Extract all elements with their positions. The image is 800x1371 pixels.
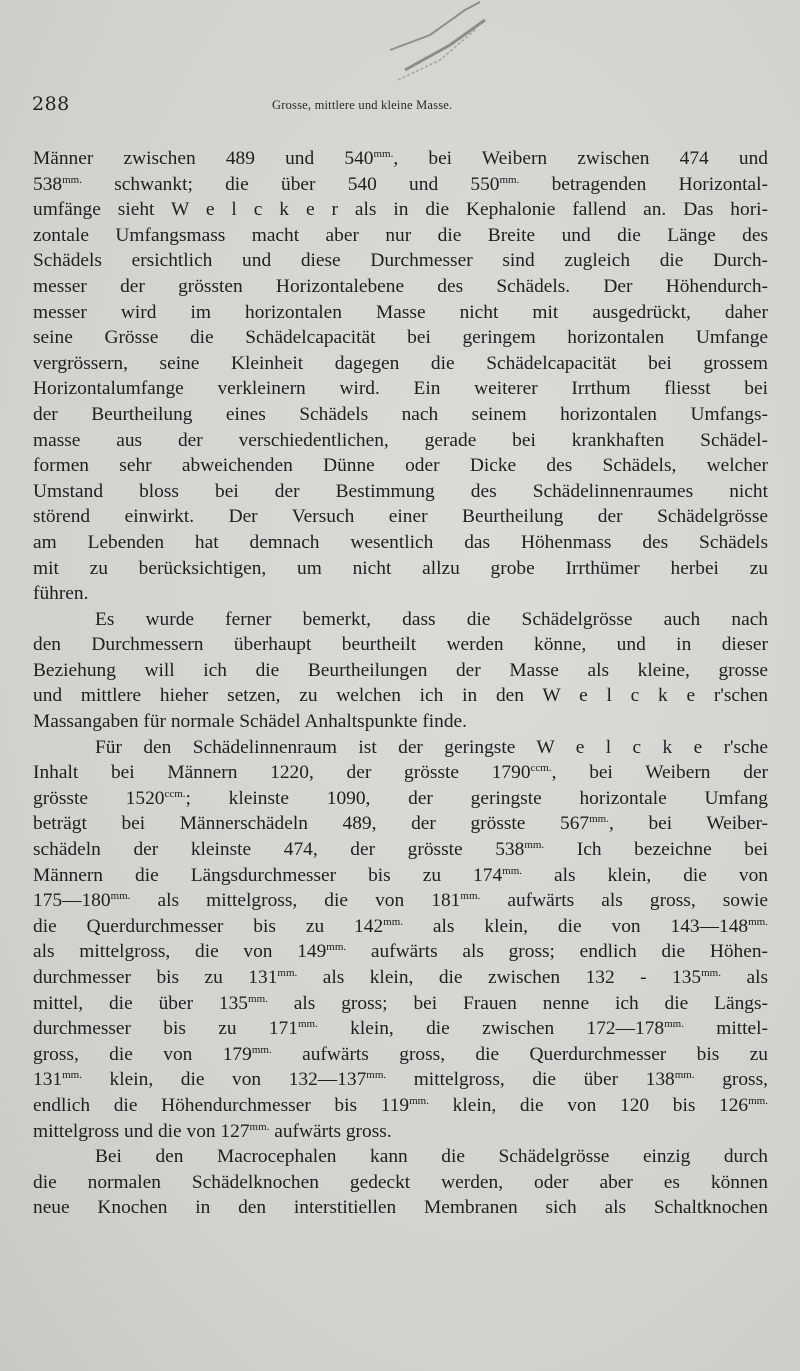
text-line: gross, die von $179^{mm.}$ aufwärts gross, die Querdurchmesser bis zu [33, 1043, 768, 1065]
text-line: umfänge sieht W e l c k e r als in die Kephalonie fallend an. Das hori- [33, 199, 768, 221]
text-line: der Beurtheilung eines Schädels nach seinem horizontalen Umfangs- [33, 403, 768, 425]
text-line: am Lebenden hat demnach wesentlich das Höhenmass des Schädels [33, 531, 768, 553]
text-line: mit zu berücksichtigen, um nicht allzu grobe Irrthümer herbei zu [33, 557, 768, 579]
text-line: den Durchmessern überhaupt beurtheilt werden könne, und in dieser [33, 634, 768, 656]
text-line: seine Grösse die Schädelcapacität bei geringem horizontalen Umfange [33, 327, 768, 349]
text-line: die Querdurchmesser bis zu $142^{mm.}$ als klein, die von $143—148^{mm.}$ [33, 915, 768, 937]
text-line: Beziehung will ich die Beurtheilungen der Masse als kleine, grosse [33, 659, 768, 681]
text-line: Massangaben für normale Schädel Anhaltspunkte finde. [33, 711, 468, 733]
page-header [32, 93, 772, 117]
page-number: 288 [32, 93, 70, 115]
text-line: messer wird im horizontalen Masse nicht mit ausgedrückt, daher [33, 301, 768, 323]
text-line: beträgt bei Männerschädeln 489, der grösste $567^{mm.}$, bei Weiber- [33, 813, 769, 835]
text-line: störend einwirkt. Der Versuch einer Beurtheilung der Schädelgrösse [33, 506, 768, 528]
text-line: Bei den Macrocephalen kann die Schädelgrösse einzig durch [95, 1146, 768, 1168]
text-line: mittel, die über $135^{mm.}$ als gross; bei Frauen nenne ich die Längs- [33, 992, 768, 1014]
text-line: vergrössern, seine Kleinheit dagegen die Schädelcapacität bei grossem [33, 352, 768, 374]
body-text [33, 146, 768, 1221]
text-line: durchmesser bis zu $171^{mm.}$ klein, die zwischen $172—178^{mm.}$ mittel- [33, 1018, 768, 1040]
text-line: formen sehr abweichenden Dünne oder Dicke des Schädels, welcher [33, 455, 768, 477]
text-line: zontale Umfangsmass macht aber nur die Breite und die Länge des [33, 224, 768, 246]
text-line: schädeln der kleinste 474, der grösste $538^{mm.}$ Ich bezeichne bei [33, 839, 768, 861]
text-line: Männer zwischen 489 und $540^{mm.}$, bei Weibern zwischen 474 und [33, 148, 768, 169]
running-head: Grosse, mittlere und kleine Masse. [272, 98, 453, 112]
text-line: Männern die Längsdurchmesser bis zu $174^{mm.}$ als klein, die von [33, 864, 768, 886]
text-line: $538^{mm.}$ schwankt; die über 540 und $550^{mm.}$ betragenden Horizontal- [33, 173, 768, 195]
text-line: $175—180^{mm.}$ als mittelgross, die von $181^{mm.}$ aufwärts als gross, sowie [33, 890, 769, 912]
text-line: als mittelgross, die von $149^{mm.}$ aufwärts als gross; endlich die Höhen- [33, 941, 768, 963]
text-line: $131^{mm.}$ klein, die von $132—137^{mm.}$ mittelgross, die über $138^{mm.}$ gross, [33, 1069, 768, 1091]
text-line: Schädels ersichtlich und diese Durchmesser sind zugleich die Durch- [33, 250, 768, 272]
text-line: führen. [33, 583, 89, 605]
text-line: neue Knochen in den interstitiellen Membranen sich als Schaltknochen [33, 1197, 768, 1219]
text-line: Für den Schädelinnenraum ist der geringste W e l c k e r'sche [95, 736, 768, 758]
ink-smudge-mark [370, 0, 530, 90]
text-line: endlich die Höhendurchmesser bis $119^{mm.}$ klein, die von 120 bis $126^{mm.}$ [33, 1094, 768, 1116]
text-line: und mittlere hieher setzen, zu welchen ich in den W e l c k e r'schen [33, 685, 768, 707]
text-line: messer der grössten Horizontalebene des Schädels. Der Höhendurch- [33, 275, 768, 297]
text-line: die normalen Schädelknochen gedeckt werden, oder aber es können [33, 1171, 768, 1193]
text-line: durchmesser bis zu $131^{mm.}$ als klein, die zwischen $132 - 135^{mm.}$ als [33, 967, 768, 988]
text-line: Es wurde ferner bemerkt, dass die Schädelgrösse auch nach [95, 608, 768, 630]
text-line: Horizontalumfange verkleinern wird. Ein weiterer Irrthum fliesst bei [33, 378, 768, 400]
text-line: masse aus der verschiedentlichen, gerade bei krankhaften Schädel- [33, 429, 768, 451]
text-line: grösste $1520^{ccm.}$; kleinste 1090, der geringste horizontale Umfang [33, 787, 768, 809]
text-line: mittelgross und die von $127^{mm.}$ aufwärts gross. [33, 1120, 392, 1142]
text-line: Inhalt bei Männern 1220, der grösste $1790^{ccm.}$, bei Weibern der [33, 762, 769, 784]
text-line: Umstand bloss bei der Bestimmung des Schädelinnenraumes nicht [33, 480, 768, 502]
